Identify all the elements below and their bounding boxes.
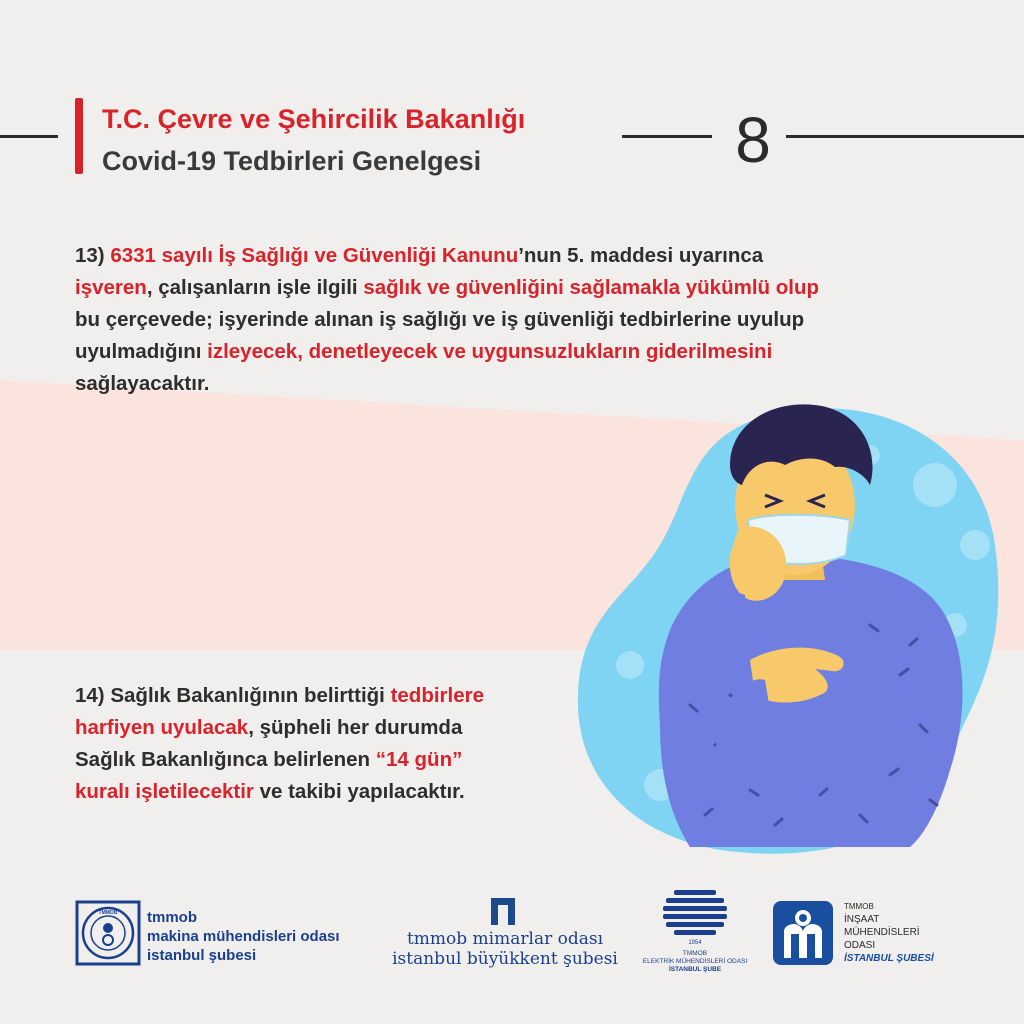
imo-logo-icon [772,900,834,966]
text: ve takibi yapılacaktır. [259,780,465,803]
svg-text:1954: 1954 [688,940,702,946]
highlight: sağlık ve güvenliğini sağlamakla yükümlü olup [363,276,820,299]
header-rule-left [0,135,58,138]
mmo-line: istanbul şubesi [147,947,257,964]
text: , şüpheli her durumda [248,716,463,739]
text: ’nun 5. maddesi uyarınca [518,244,764,267]
highlight: işveren [75,276,147,299]
item-13 [75,240,975,400]
item-14-line [75,680,575,712]
text: uyulmadığını [75,340,202,363]
item-14 [75,680,575,808]
highlight: kuralı işletilecektir [75,780,254,803]
item-number: 13) [75,244,105,267]
imo-line: ODASI [844,940,876,951]
highlight: izleyecek, denetleyecek ve uygunsuzlukların giderilmesini [207,340,773,363]
text: bu çerçevede; işyerinde alınan iş sağlığı ve iş güvenliği tedbirlerine uyulup [75,308,805,331]
coughing-man-illustration [570,395,1010,860]
highlight: 6331 sayılı İş Sağlığı ve Güvenliği Kanunu [110,244,519,267]
imo-line: TMMOB [844,902,874,911]
item-14-line [75,712,575,744]
logo-imo [772,900,972,970]
emo-line: ELEKTRİK MÜHENDİSLERİ ODASI [642,958,748,965]
highlight: “14 gün” [375,748,463,771]
page-title: T.C. Çevre ve Şehircilik Bakanlığı [102,104,526,134]
title-accent-bar [75,98,83,174]
mimarlar-line: tmmob mimarlar odası [406,929,604,949]
item-14-line [75,744,575,776]
logo-mmo [75,900,375,966]
imo-line: MÜHENDİSLERİ [844,927,920,938]
item-14-line [75,776,575,808]
imo-line: İNŞAAT [844,914,880,925]
header-rule-right [786,135,1024,138]
page-subtitle: Covid-19 Tedbirleri Genelgesi [102,146,482,176]
text: sağlayacaktır. [75,372,210,395]
logo-emo [635,888,755,983]
text: Sağlık Bakanlığının belirttiği [110,684,385,707]
svg-text:TMMOB: TMMOB [98,910,118,916]
item-13-line [75,272,975,304]
text: Sağlık Bakanlığınca belirlenen [75,748,371,771]
page-number: 8 [735,104,771,176]
item-13-line [75,336,975,368]
item-13-line [75,304,975,336]
text: , çalışanların işle ilgili [146,276,358,299]
item-13-line [75,240,975,272]
emo-globe-icon [660,888,730,946]
sweater [659,555,963,847]
header-rule-middle [622,135,712,138]
imo-line: İSTANBUL ŞUBESİ [844,953,934,964]
emo-line: İSTANBUL ŞUBE [668,966,722,973]
mmo-line: makina mühendisleri odası [147,928,340,945]
mmo-seal-icon [75,900,141,966]
highlight: tedbirlere [390,684,484,707]
mimarlar-line: istanbul büyükkent şubesi [392,949,618,969]
highlight: harfiyen uyulacak [75,716,249,739]
emo-line: TMMOB [682,950,708,957]
mmo-line: tmmob [147,909,197,926]
item-number: 14) [75,684,105,707]
mimarlar-logo-icon [488,895,518,927]
logo-mimarlar [385,895,625,975]
